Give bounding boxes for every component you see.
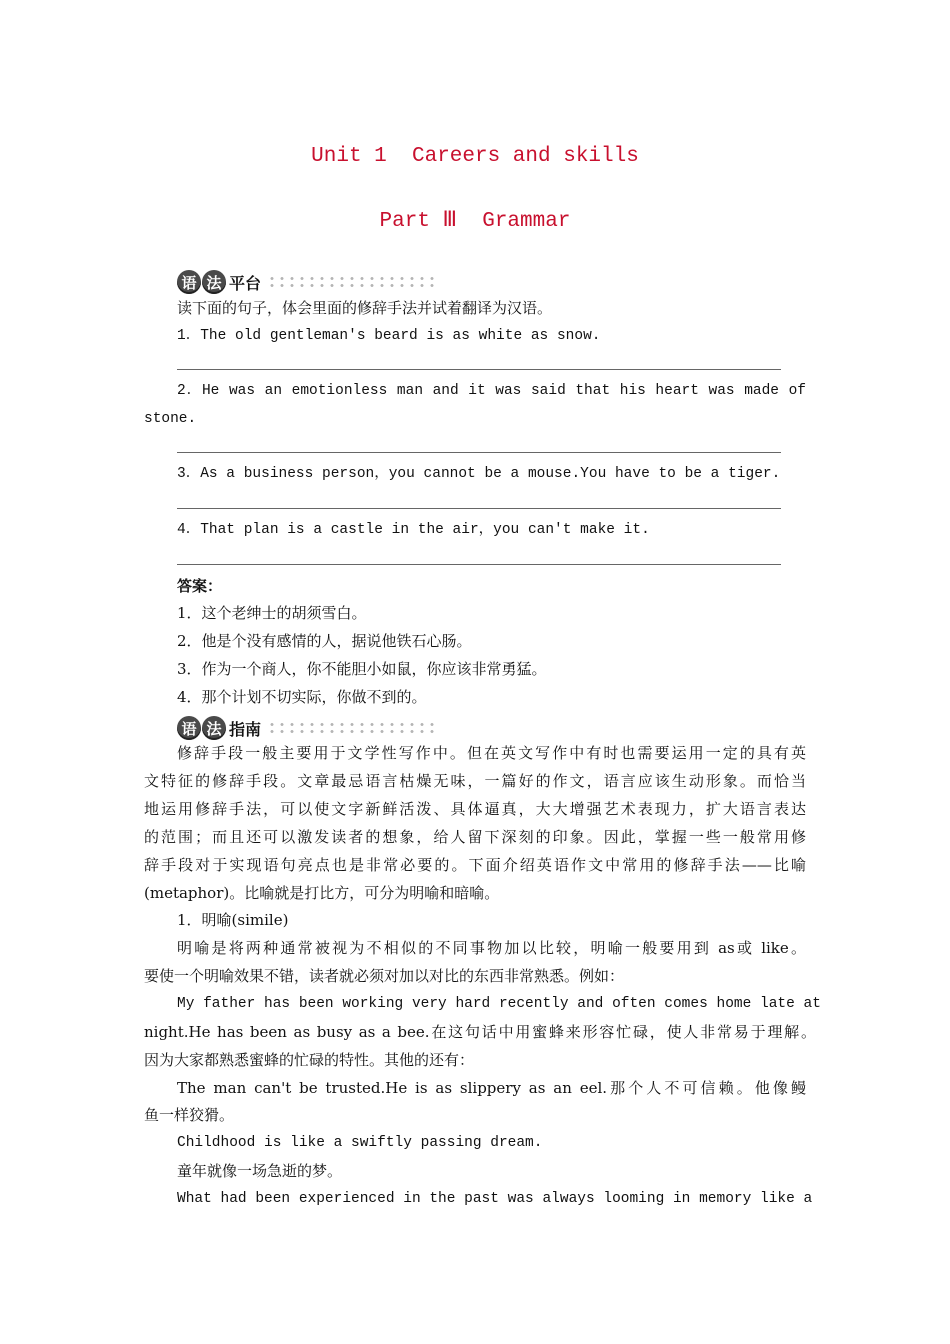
grammar-badge-icon: 法 <box>202 270 226 294</box>
answer-1: 1．这个老绅士的胡须雪白。 <box>177 604 367 622</box>
question-1: 1．The old gentleman's beard is as white as snow. <box>177 328 601 344</box>
answer-blank-1 <box>177 369 781 370</box>
answers-label: 答案： <box>177 577 223 595</box>
guide-paragraph-line: 的范围；而且还可以激发读者的想象，给人留下深刻的印象。因此，掌握一些一般常用修 <box>144 828 806 846</box>
guide-paragraph-line: 地运用修辞手法，可以使文字新鲜活泼、具体逼真，大大增强艺术表现力，扩大语言表达 <box>144 800 806 818</box>
answer-blank-3 <box>177 508 781 509</box>
page-subtitle: Part Ⅲ Grammar <box>379 210 571 233</box>
guide-paragraph-line: 修辞手段一般主要用于文学性写作中。但在英文写作中有时也需要运用一定的具有英 <box>177 744 806 762</box>
question-3: 3．As a business person，you cannot be a mouse.You have to be a tiger. <box>177 466 781 482</box>
example-sentence: Childhood is like a swiftly passing dream. <box>177 1135 543 1151</box>
guide-paragraph-line: 辞手段对于实现语句亮点也是非常必要的。下面介绍英语作文中常用的修辞手法——比喻 <box>144 856 806 874</box>
grammar-platform-heading <box>177 268 435 296</box>
simile-heading: 1．明喻(simile) <box>177 911 289 929</box>
answer-blank-4 <box>177 564 781 565</box>
answer-4: 4．那个计划不切实际，你做不到的。 <box>177 688 427 706</box>
question-4: 4．That plan is a castle in the air，you can't make it. <box>177 522 650 538</box>
question-2-cont: stone. <box>144 411 197 427</box>
example-sentence: 因为大家都熟悉蜜蜂的忙碌的特性。其他的还有： <box>144 1051 475 1069</box>
simile-text: 明喻是将两种通常被视为不相似的不同事物加以比较，明喻一般要用到 as或 like。 <box>177 939 806 957</box>
example-sentence: night.He has been as busy as a bee.在这句话中用蜜蜂来形容忙碌，使人非常易于理解。 <box>144 1023 816 1041</box>
instruction-text: 读下面的句子，体会里面的修辞手法并试着翻译为汉语。 <box>177 299 553 317</box>
section-heading-text: 平台 <box>229 273 262 293</box>
example-translation: 童年就像一场急逝的梦。 <box>177 1162 343 1180</box>
guide-paragraph-line: 文特征的修辞手段。文章最忌语言枯燥无味，一篇好的作文，语言应该生动形象。而恰当 <box>144 772 806 790</box>
example-sentence: My father has been working very hard recently and often comes home late at <box>177 996 821 1012</box>
grammar-guide-heading <box>177 714 435 742</box>
guide-paragraph-line: (metaphor)。比喻就是打比方，可分为明喻和暗喻。 <box>144 884 500 902</box>
grammar-badge-icon: 法 <box>202 716 226 740</box>
simile-text: 要使一个明喻效果不错，读者就必须对加以对比的东西非常熟悉。例如： <box>144 967 625 985</box>
page-title: Unit 1 Careers and skills <box>311 145 639 168</box>
question-2: 2．He was an emotionless man and it was said that his heart was made of <box>177 383 806 399</box>
example-sentence: What had been experienced in the past was always looming in memory like a <box>177 1191 813 1207</box>
answer-blank-2 <box>177 452 781 453</box>
example-sentence: 鱼一样狡猾。 <box>144 1106 235 1124</box>
answer-2: 2．他是个没有感情的人，据说他铁石心肠。 <box>177 632 472 650</box>
example-sentence: The man can't be trusted.He is as slippery as an eel.那个人不可信赖。他像鳗 <box>177 1079 806 1097</box>
grammar-badge-icon: 语 <box>177 716 201 740</box>
dotted-divider <box>267 275 435 289</box>
dotted-divider <box>267 721 435 735</box>
grammar-badge-icon: 语 <box>177 270 201 294</box>
section-heading-text: 指南 <box>229 719 262 739</box>
answer-3: 3．作为一个商人，你不能胆小如鼠，你应该非常勇猛。 <box>177 660 547 678</box>
